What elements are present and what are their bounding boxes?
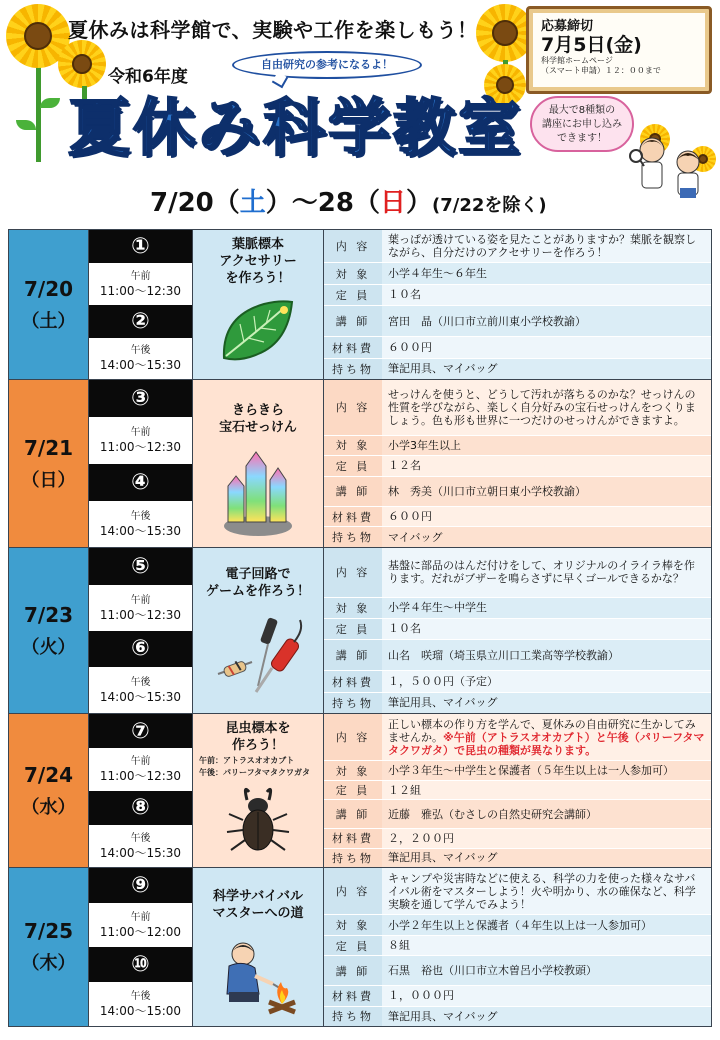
date-cell [9,548,89,713]
pm-label: 午後 [130,345,151,357]
session-column [89,230,193,379]
deadline-label: 応募締切 [541,19,594,34]
session-time [89,982,192,1026]
course-details [324,868,711,1026]
target-label: 対 象 [324,761,382,780]
header [0,0,720,225]
course-cell [193,230,324,379]
session-number: ⑧ [89,791,192,825]
instructor-label: 講 師 [324,477,382,506]
materials-label: 材料費 [324,829,382,848]
deadline-note: （スマート申請）１２：００まで [541,66,661,75]
date-cell [9,380,89,547]
stag-beetle-icon [221,784,295,854]
instructor-value: 山名 咲瑠（埼玉県立川口工業高等学校教諭） [382,640,711,670]
session-time [89,501,192,547]
capacity-value: １２組 [382,781,711,800]
weekday-value: （火） [21,636,76,658]
bring-value: 筆記用具、マイバッグ [382,1007,711,1026]
course-details [324,714,711,867]
capacity-value: １２名 [382,456,711,476]
target-label: 対 象 [324,263,382,283]
time-range: 14:00～15:30 [99,358,182,373]
content-label: 内 容 [324,868,382,914]
event-dates [150,182,547,219]
course-title: 宝石せっけん [219,420,297,435]
fiscal-year: 令和6年度 [108,67,188,87]
materials-label: 材料費 [324,671,382,691]
bring-label: 持ち物 [324,1007,382,1026]
date-value: 7/24 [23,762,74,787]
target-label: 対 象 [324,598,382,618]
am-label: 午前 [130,594,151,606]
capacity-value: ８組 [382,936,711,955]
content-text: 正しい標本の作り方を学んで、夏休みの自由研究に生かしてみませんか。 [388,717,696,744]
page-title: 夏休み科学教室 [68,91,524,164]
materials-value: ６００円 [382,337,711,357]
date-cell [9,714,89,867]
course-cell [193,548,324,713]
content-label: 内 容 [324,548,382,597]
sunflower-leaf [40,98,60,108]
target-label: 対 象 [324,915,382,934]
target-label: 対 象 [324,436,382,456]
am-label: 午前 [130,912,151,924]
target-value: 小学４年生～中学生 [382,598,711,618]
speech-bubble [232,51,422,79]
deadline-note: 科学館ホームページ [541,56,613,65]
sunflower-stem [36,62,41,162]
date-sunday: 日 [379,188,406,218]
session-time [89,263,192,304]
schedule-table [8,229,712,1027]
capacity-label: 定 員 [324,285,382,305]
session-time [89,748,192,791]
materials-value: ２，２００円 [382,829,711,848]
session-time [89,825,192,868]
course-details [324,380,711,547]
date-saturday: 土 [239,188,266,218]
deadline-board [526,6,712,94]
target-value: 小学４年生～６年生 [382,263,711,283]
course-subnote: 午前：アトラスオオカブト [199,756,295,765]
am-label: 午前 [130,427,151,439]
sunflower-leaf [16,120,36,130]
course-title: を作ろう！ [225,271,291,286]
weekday-value: （土） [21,310,76,332]
content-label: 内 容 [324,230,382,262]
course-title: 昆虫標本を [225,721,291,736]
instructor-label: 講 師 [324,640,382,670]
materials-label: 材料費 [324,507,382,527]
capacity-label: 定 員 [324,456,382,476]
pm-label: 午後 [130,677,151,689]
time-range: 11:00～12:00 [99,925,182,940]
session-column [89,548,193,713]
course-title: 電子回路で [225,567,291,582]
capacity-value: １０名 [382,619,711,639]
materials-label: 材料費 [324,337,382,357]
campfire-person-icon [215,932,301,1018]
capacity-label: 定 員 [324,781,382,800]
content-value: せっけんを使うと、どうして汚れが落ちるのかな？せっけんの性質を学びながら、楽しく自分好みの宝石せっけんをつくりましょう。色も形も世界に一つだけのせっけんができますよ。 [382,380,711,435]
time-range: 14:00～15:30 [99,845,182,860]
date-part: ） [406,188,433,218]
date-value: 7/23 [23,602,74,627]
instructor-value: 林 秀美（川口市立朝日東小学校教諭） [382,477,711,506]
course-title: 科学サバイバル [213,889,303,904]
session-time [89,417,192,463]
session-number: ① [89,230,192,263]
course-subnote: 午後：パリーフタマタクワガタ [199,768,311,777]
instructor-value: 石黒 裕也（川口市立木曽呂小学校教頭） [382,956,711,985]
date-part: 7/20（ [150,188,240,218]
date-cell [9,230,89,379]
day-block-0725 [9,868,711,1026]
bring-value: マイバッグ [382,527,711,547]
bring-value: 筆記用具、マイバッグ [382,849,711,868]
bring-label: 持ち物 [324,359,382,379]
day-block-0724 [9,714,711,868]
pm-label: 午後 [130,510,151,522]
session-number: ⑤ [89,548,192,585]
date-part: ）～28（ [265,188,380,218]
content-value: 基盤に部品のはんだ付けをして、オリジナルのイライラ棒を作ります。だれがブザーを鳴らさずに早くゴールできるかな？ [382,548,711,597]
bubble-text: 自由研究の参考になるよ！ [261,58,393,71]
session-number: ⑦ [89,714,192,748]
materials-label: 材料費 [324,986,382,1005]
info-line: 最大で8種類の [548,105,616,116]
content-value [382,714,711,760]
capacity-label: 定 員 [324,936,382,955]
instructor-label: 講 師 [324,306,382,336]
materials-value: ６００円 [382,507,711,527]
pm-label: 午後 [130,991,151,1003]
weekday-value: （日） [21,469,76,491]
time-range: 11:00～12:30 [99,283,182,298]
course-title: 葉脈標本 [231,237,284,252]
crystal-soap-icon [216,442,300,538]
course-details [324,548,711,713]
course-title: アクセサリー [219,254,297,269]
target-value: 小学3年生以上 [382,436,711,456]
max-courses-note [530,96,634,152]
course-details [324,230,711,379]
session-time [89,667,192,713]
instructor-label: 講 師 [324,800,382,828]
capacity-value: １０名 [382,285,711,305]
session-column [89,380,193,547]
session-column [89,868,193,1026]
date-value: 7/20 [23,276,74,301]
time-range: 14:00～15:30 [99,690,182,705]
date-cell [9,868,89,1026]
content-label: 内 容 [324,714,382,760]
tagline: 夏休みは科学館で、実験や工作を楽しもう！ [68,18,478,42]
date-value: 7/21 [23,435,74,460]
materials-value: １，５００円（予定） [382,671,711,691]
session-time [89,338,192,379]
capacity-label: 定 員 [324,619,382,639]
session-column [89,714,193,867]
instructor-value: 近藤 雅弘（むさしの自然史研究会講師） [382,800,711,828]
bring-value: 筆記用具、マイバッグ [382,693,711,713]
session-number: ⑩ [89,947,192,982]
weekday-value: （木） [21,953,76,974]
kids-illustration-icon [628,128,716,204]
target-value: 小学３年生～中学生と保護者（５年生以上は一人参加可） [382,761,711,780]
session-number: ② [89,305,192,338]
am-label: 午前 [130,270,151,282]
time-range: 14:00～15:00 [99,1004,182,1019]
instructor-value: 宮田 晶（川口市立前川東小学校教諭） [382,306,711,336]
deadline-date: 7月5日(金) [541,34,642,56]
course-title: きらきら [231,403,284,418]
day-block-0723 [9,548,711,714]
content-warning: ※午前（アトラスオオカブト）と午後（パリーフタマタクワガタ）で昆虫の種類が異なります。 [388,730,705,757]
weekday-value: （水） [21,796,76,818]
content-value: 葉っぱが透けている姿を見たことがありますか？葉脈を観察しながら、自分だけのアクセサリーを作ろう！ [382,230,711,262]
day-block-0721 [9,380,711,548]
bring-value: 筆記用具、マイバッグ [382,359,711,379]
time-range: 11:00～12:30 [99,769,182,784]
leaf-icon [218,294,298,364]
materials-value: １，０００円 [382,986,711,1005]
day-block-0720 [9,230,711,380]
am-label: 午前 [130,756,151,768]
session-number: ⑨ [89,868,192,903]
pm-label: 午後 [130,832,151,844]
instructor-label: 講 師 [324,956,382,985]
info-line: 講座にお申し込み [542,119,622,130]
session-time [89,585,192,631]
content-value: キャンプや災害時などに使える、科学の力を使った様々なサバイバル術をマスターしよう！火や明かり、水の確保など、科学実験を通して学んでみよう！ [382,868,711,914]
date-exclusion: (7/22を除く) [432,195,547,216]
time-range: 14:00～15:30 [99,523,182,538]
bring-label: 持ち物 [324,849,382,868]
session-number: ③ [89,380,192,417]
bring-label: 持ち物 [324,527,382,547]
course-title: 作ろう！ [231,738,284,753]
course-title: ゲームを作ろう！ [205,584,310,599]
target-value: 小学２年生以上と保護者（４年生以上は一人参加可） [382,915,711,934]
session-number: ④ [89,464,192,501]
time-range: 11:00～12:30 [99,607,182,622]
info-line: できます！ [557,133,607,144]
session-number: ⑥ [89,631,192,668]
date-value: 7/25 [23,919,74,943]
course-title: マスターへの道 [212,906,304,921]
soldering-iron-icon [208,612,308,702]
course-cell [193,380,324,547]
content-label: 内 容 [324,380,382,435]
time-range: 11:00～12:30 [99,440,182,455]
bring-label: 持ち物 [324,693,382,713]
course-cell [193,714,324,867]
course-cell [193,868,324,1026]
session-time [89,903,192,947]
